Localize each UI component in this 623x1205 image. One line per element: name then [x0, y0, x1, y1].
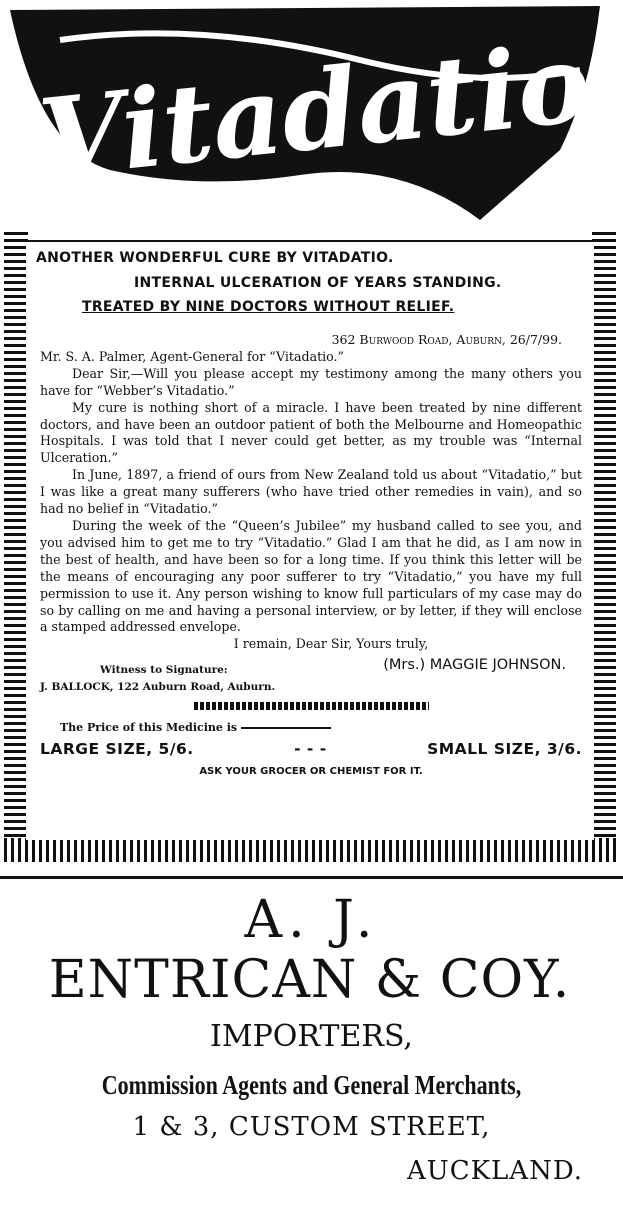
merchant-firm-name: ENTRICAN & COY.: [48, 950, 571, 1010]
merchant-services: Commission Agents and General Merchants,: [101, 1069, 522, 1101]
large-size-price: LARGE SIZE, 5/6.: [40, 739, 194, 758]
witness-name: J. BALLOCK, 122 Auburn Road, Auburn.: [40, 681, 276, 694]
price-sizes: [40, 741, 582, 758]
witness-label: Witness to Signature:: [100, 664, 228, 677]
headline-cure: ANOTHER WONDERFUL CURE BY VITADATIO.: [36, 250, 394, 266]
merchant-initials: A. J.: [244, 890, 379, 950]
merchant-advert: [0, 890, 623, 1188]
headline-doctors: TREATED BY NINE DOCTORS WITHOUT RELIEF.: [82, 299, 455, 315]
letter-paragraph: My cure is nothing short of a miracle. I have been treated by nine different doctors, and have been an outdoor patient of both the Melbourne and Homeopathic Hospitals. I was told that I never could get better, as my trouble was “Internal Ulceration.”: [40, 399, 582, 466]
merchant-city: AUCKLAND.: [407, 1156, 583, 1186]
letter-paragraph: During the week of the “Queen’s Jubilee” my husband called to see you, and you advised him to get me to try “Vitadatio.” Glad I am that he did, as I am now in the best of health, and have been so for a long time. If you think this letter will be the means of encouraging any poor sufferer to try “Vitadatio,” you have my full permission to use it. Any person wishing to know full particulars of my case may do so by calling on me and having a personal interview, or by letter, if they will enclose a stamped addressed envelope.: [40, 517, 582, 635]
letter-paragraph: In June, 1897, a friend of ours from New Zealand told us about “Vitadatio,” but I was like a great many sufferers (who have tried other remedies in vain), and so had no belief in “Vitadatio.”: [40, 467, 582, 517]
border-fringe-bottom: [4, 838, 616, 862]
letter-recipient: Mr. S. A. Palmer, Agent-General for “Vitadatio.”: [40, 348, 344, 364]
advertisement-body: [26, 240, 594, 840]
letter-address: 362 Burwood Road, Auburn, 26/7/99.: [331, 332, 562, 347]
letter-paragraph: Dear Sir,—Will you please accept my testimony among the many others you have for “Webber’s Vitadatio.”: [40, 365, 582, 398]
advertisement-box: [4, 232, 616, 862]
signature-name: (Mrs.) MAGGIE JOHNSON.: [383, 657, 566, 674]
section-divider: [0, 876, 623, 879]
merchant-role: IMPORTERS,: [210, 1019, 413, 1054]
price-label-text: The Price of this Medicine is: [60, 721, 238, 735]
merchant-street: 1 & 3, CUSTOM STREET,: [132, 1112, 491, 1142]
letter-closing: I remain, Dear Sir, Yours truly,: [233, 636, 429, 652]
logo-text: Vitadatio: [34, 19, 596, 203]
price-label: [40, 720, 582, 737]
testimonial-letter: [40, 332, 582, 781]
ask-grocer: ASK YOUR GROCER OR CHEMIST FOR IT.: [199, 765, 423, 777]
price-blank-line: [241, 727, 331, 729]
vitadatio-logo: [0, 0, 623, 230]
headline-ulceration: INTERNAL ULCERATION OF YEARS STANDING.: [134, 275, 502, 291]
decorative-rule: [194, 702, 429, 710]
border-fringe-left: [4, 232, 28, 862]
border-fringe-right: [592, 232, 616, 862]
price-dashes: - - -: [294, 739, 327, 758]
small-size-price: SMALL SIZE, 3/6.: [427, 739, 582, 758]
vitadatio-logo-graphic: [0, 0, 623, 230]
signature-row: [40, 657, 582, 679]
